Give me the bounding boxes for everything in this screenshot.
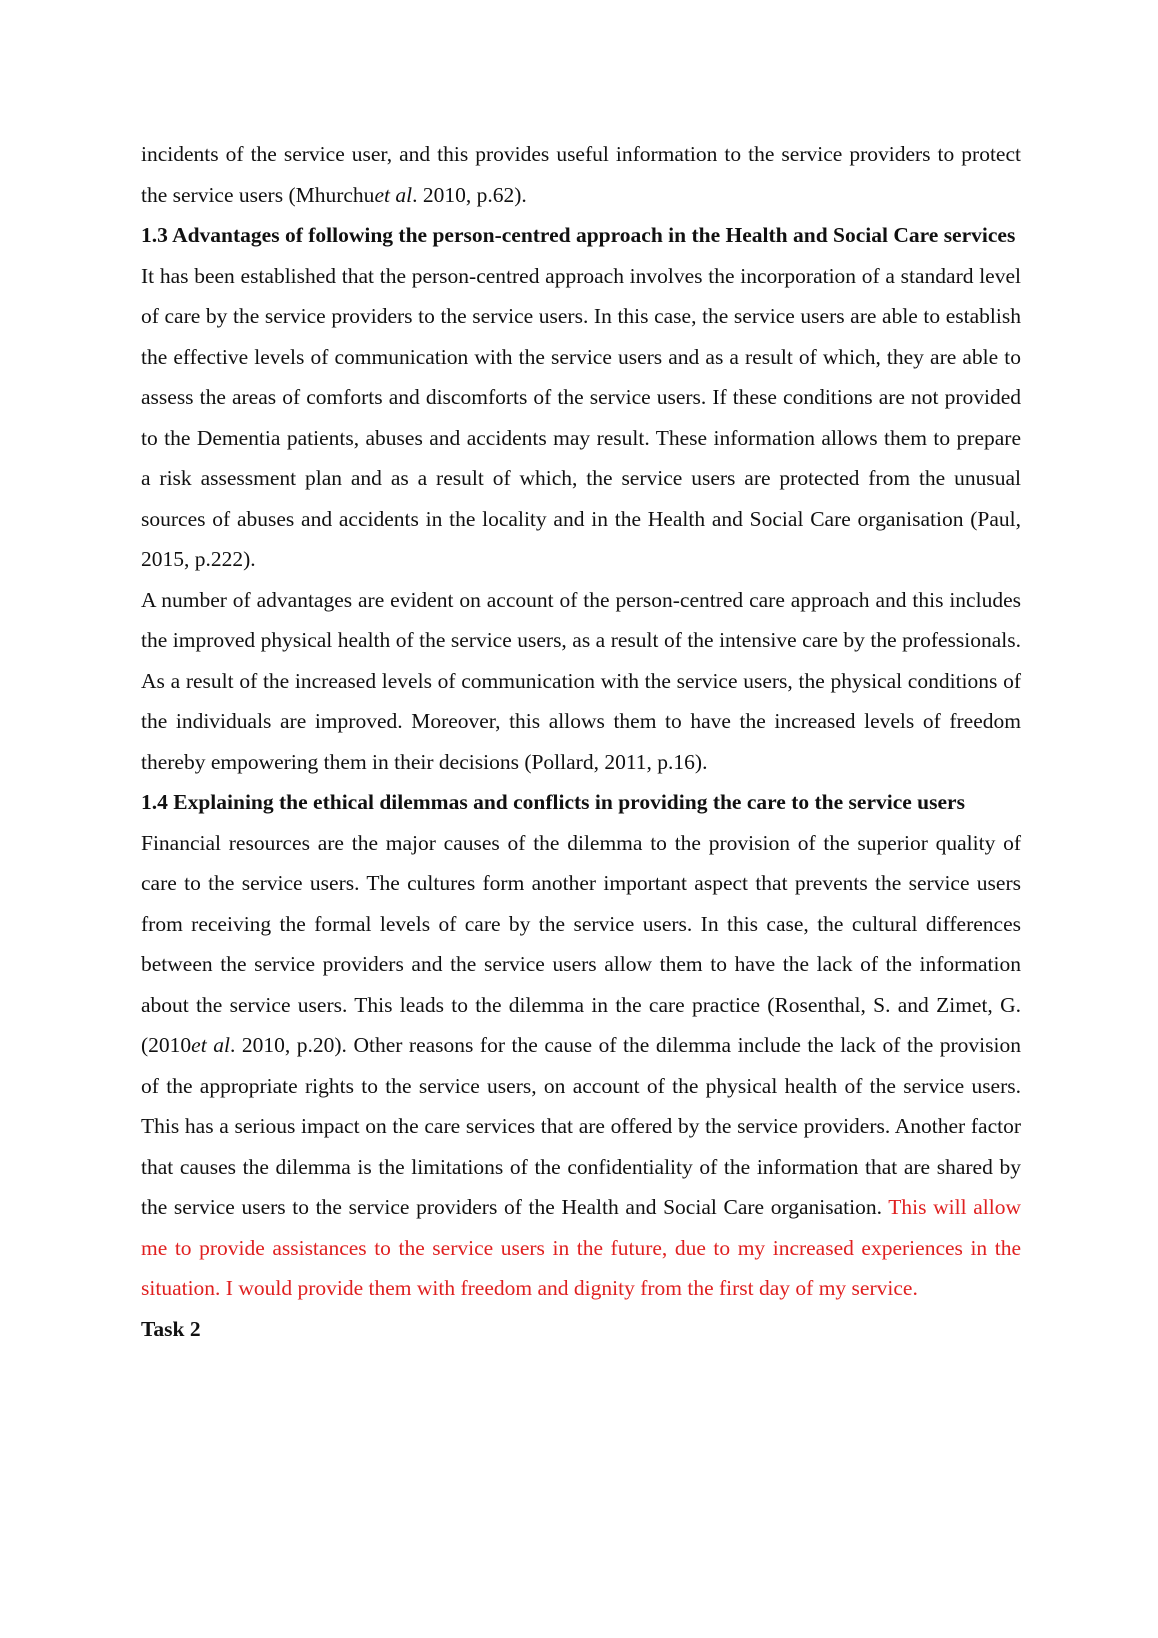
section-1-4-paragraph: [141, 823, 1021, 1309]
section-1-3-heading: 1.3 Advantages of following the person-centred approach in the Health and Social Care services: [141, 223, 1016, 247]
document-page: [141, 134, 1021, 1349]
highlighted-reflection: This will allow me to provide assistances to the service users in the future, due to my increased experiences in the situation. I would provide them with freedom and dignity from the first day of my service.: [141, 1195, 1022, 1300]
section-1-4-heading: 1.4 Explaining the ethical dilemmas and conflicts in providing the care to the service users: [141, 790, 965, 814]
section-1-4-text-b: . 2010, p.20). Other reasons for the cause of the dilemma include the lack of the provision of the appropriate rights to the service users, on account of the physical health of the service users. This has a serious impact on the care services that are offered by the service providers. Another factor that causes the dilemma is the limitations of the confidentiality of the information that are shared by the service users to the service providers of the Health and Social Care organisation.: [141, 1033, 1021, 1219]
intro-text: incidents of the service user, and this provides useful information to the service providers to protect the service users (Mhurchu: [141, 142, 1021, 207]
section-1-3-paragraph-1: It has been established that the person-centred approach involves the incorporation of a standard level of care by the service providers to the service users. In this case, the service users are able to establish the effective levels of communication with the service users and as a result of which, they are able to assess the areas of comforts and discomforts of the service users. If these conditions are not provided to the Dementia patients, abuses and accidents may result. These information allows them to prepare a risk assessment plan and as a result of which, the service users are protected from the unusual sources of abuses and accidents in the locality and in the Health and Social Care organisation (Paul, 2015, p.222).: [141, 263, 1021, 571]
section-1-4-text-a: Financial resources are the major causes of the dilemma to the provision of the superior quality of care to the service users. The cultures form another important aspect that prevents the service users from receiving the formal levels of care by the service users. In this case, the cultural differences between the service providers and the service users allow them to have the lack of the information about the service users. This leads to the dilemma in the care practice (Rosenthal, S. and Zimet, G. (2010: [141, 830, 1021, 1057]
section-1-3-paragraph-2: A number of advantages are evident on account of the person-centred care approach and this includes the improved physical health of the service users, as a result of the intensive care by the professionals. As a result of the increased levels of communication with the service users, the physical conditions of the individuals are improved. Moreover, this allows them to have the increased levels of freedom thereby empowering them in their decisions (Pollard, 2011, p.16).: [141, 587, 1021, 774]
intro-tail: . 2010, p.62).: [412, 182, 527, 207]
intro-paragraph: [141, 134, 1021, 215]
section-1-4-italic: et al: [191, 1033, 230, 1057]
intro-italic: et al: [374, 182, 413, 207]
task-2-heading: Task 2: [141, 1316, 201, 1341]
